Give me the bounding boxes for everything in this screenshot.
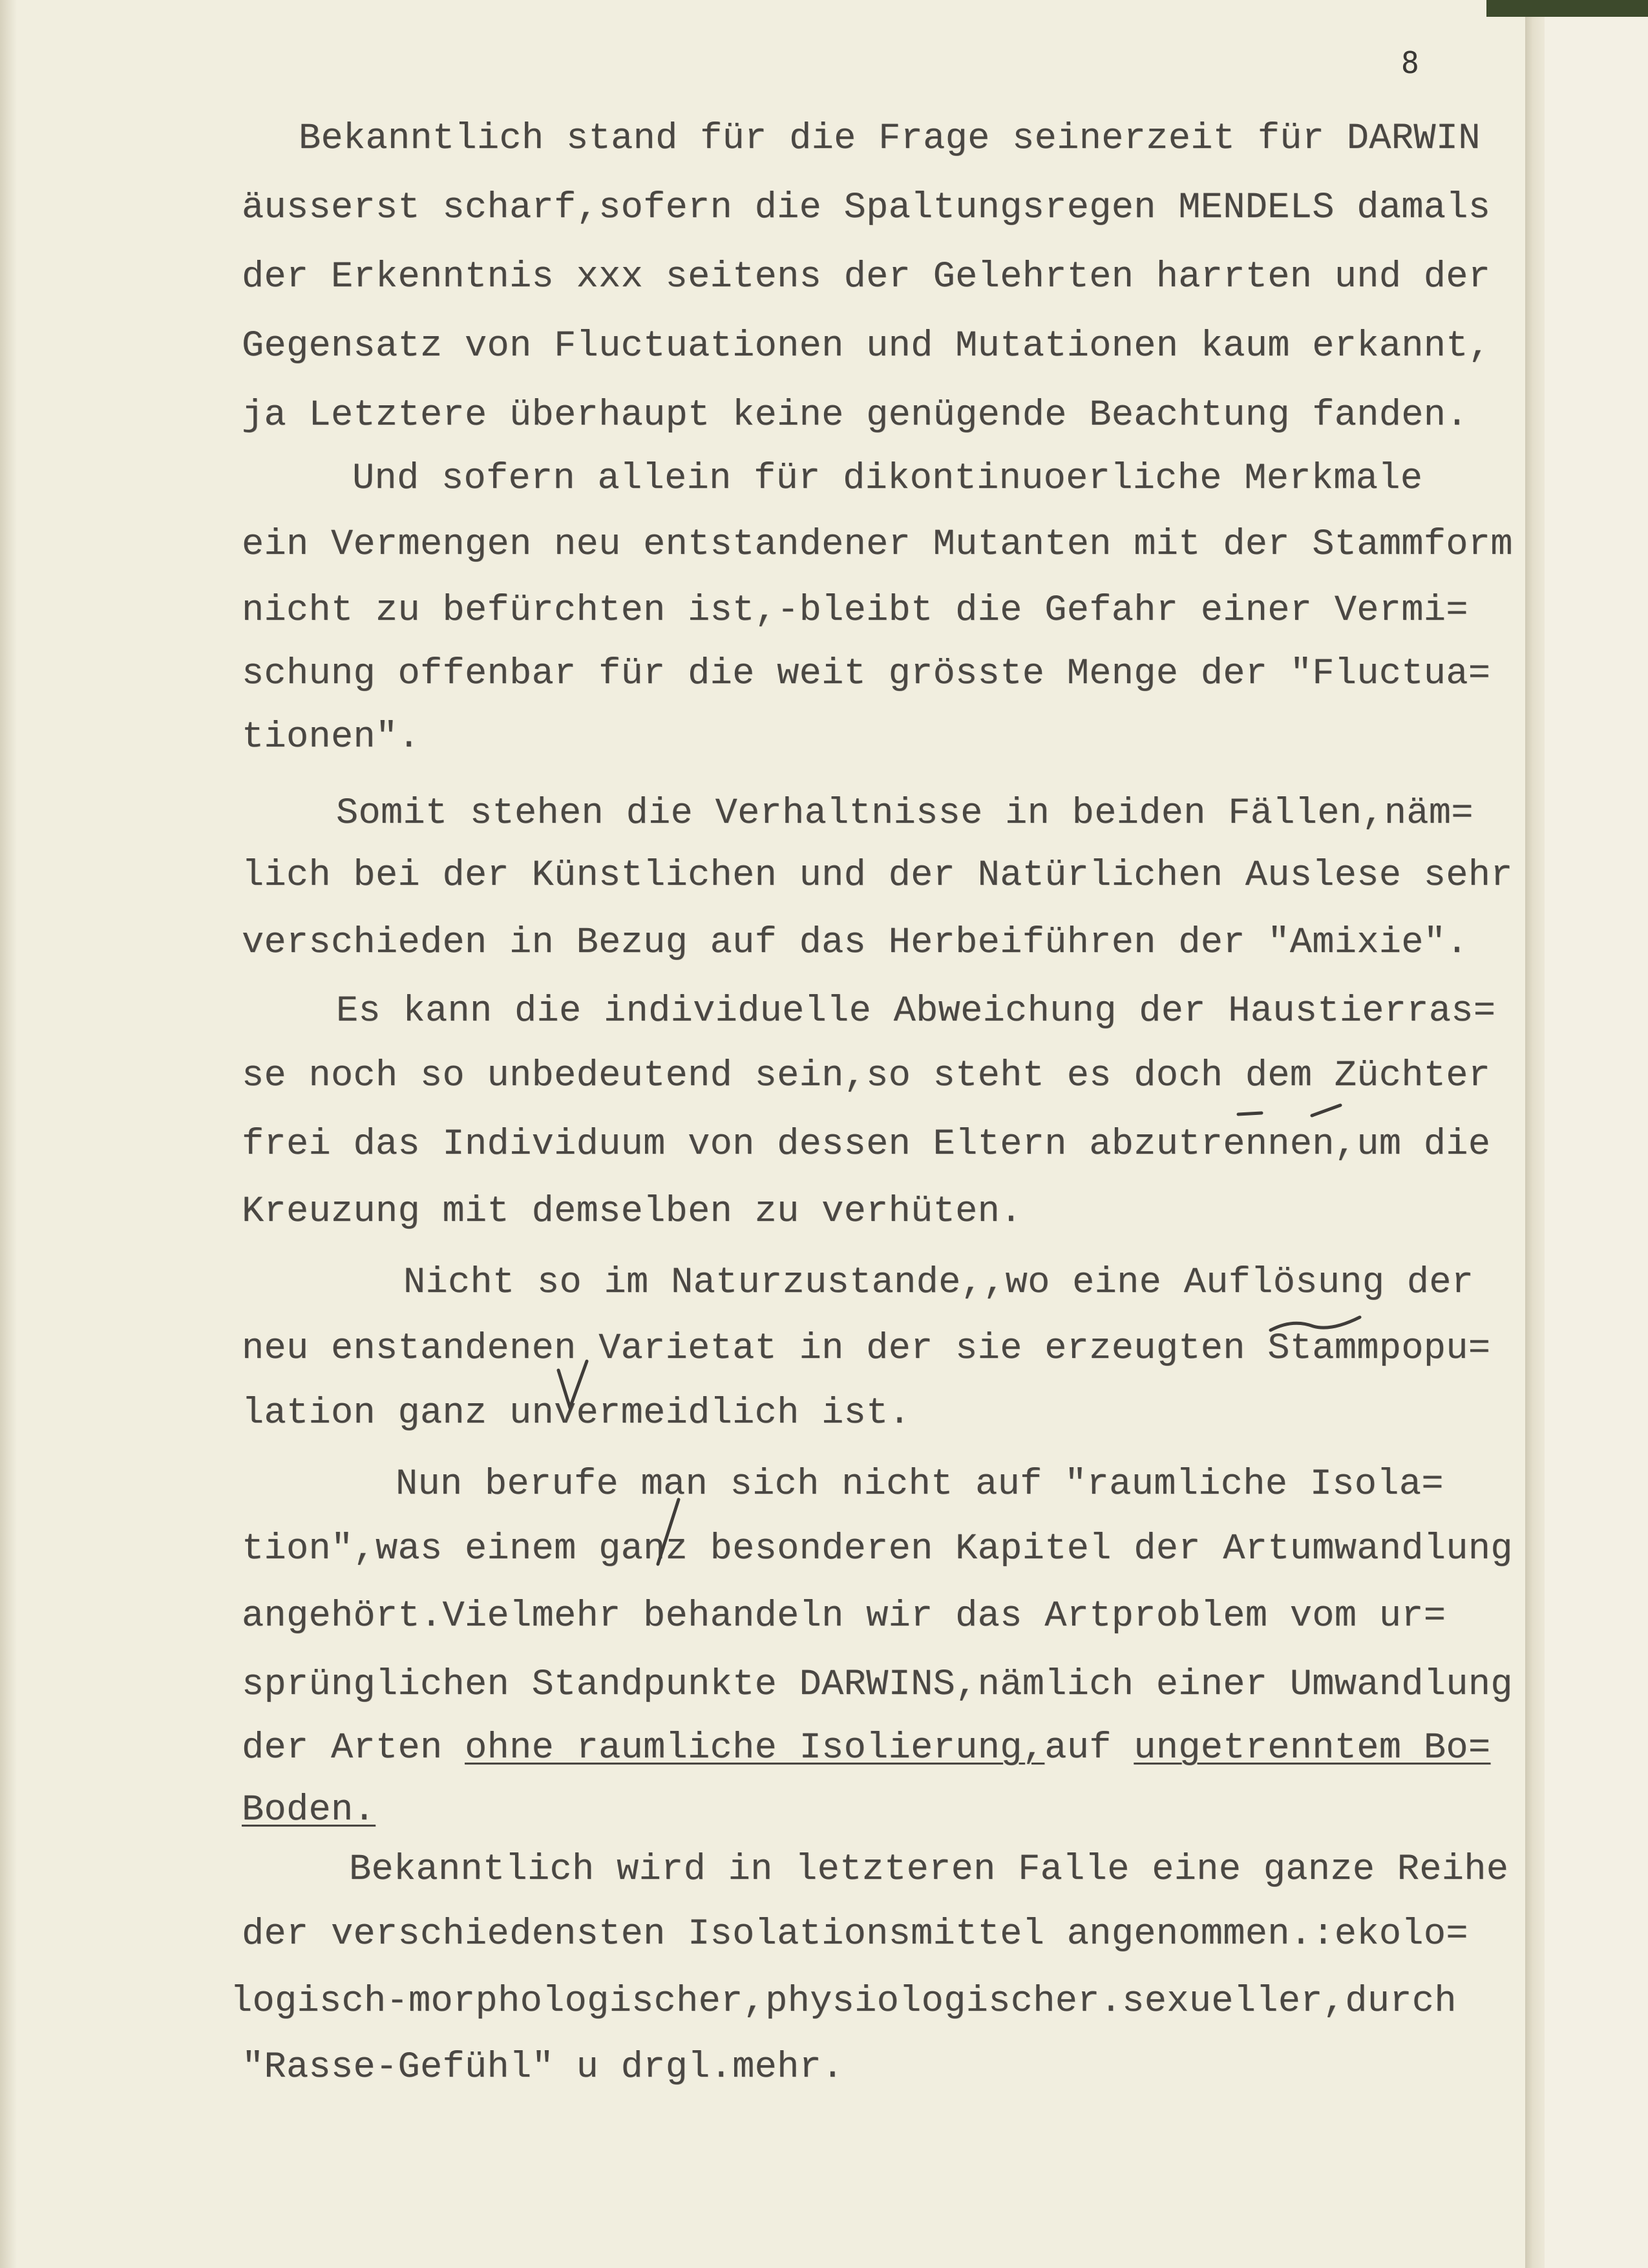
underlined-phrase: ungetrenntem Bo=	[1134, 1728, 1491, 1769]
text-line: sprünglichen Standpunkte DARWINS,nämlich einer Umwandlung	[242, 1664, 1513, 1706]
text-line: Nicht so im Naturzustande,,wo eine Auflösung der	[403, 1262, 1474, 1304]
text-line: Gegensatz von Fluctuationen und Mutationen kaum erkannt,	[242, 326, 1491, 367]
text-line: verschieden in Bezug auf das Herbeiführen der "Amixie".	[242, 922, 1468, 964]
handwritten-correction-mark	[653, 1497, 685, 1568]
page-edge	[1525, 0, 1545, 2268]
text-line: Bekanntlich wird in letzteren Falle eine ganze Reihe	[349, 1849, 1509, 1891]
dark-corner-strip	[1486, 0, 1648, 17]
text-line: "Rasse-Gefühl" u drgl.mehr.	[242, 2047, 844, 2088]
text-line: lation ganz unvermeidlich ist.	[242, 1393, 911, 1434]
underlined-phrase: ohne raumliche Isolierung,	[465, 1728, 1045, 1769]
text-line: ja Letztere überhaupt keine genügende Beachtung fanden.	[242, 395, 1468, 436]
line-text: auf	[1044, 1728, 1134, 1769]
handwritten-correction-mark	[553, 1357, 592, 1415]
text-line: Somit stehen die Verhaltnisse in beiden Fällen,näm=	[336, 793, 1474, 834]
text-line: schung offenbar für die weit grösste Menge der "Fluctua=	[242, 653, 1491, 695]
text-line: neu enstandenen Varietat in der sie erzeugten Stammpopu=	[242, 1328, 1491, 1370]
text-line: der verschiedensten Isolationsmittel angenommen.:ekolo=	[242, 1914, 1468, 1955]
text-line: lich bei der Künstlichen und der Natürlichen Auslese sehr	[242, 855, 1513, 896]
text-line: Bekanntlich stand für die Frage seinerzeit für DARWIN	[299, 118, 1481, 160]
handwritten-correction-mark	[1267, 1312, 1364, 1338]
text-line: äusserst scharf,sofern die Spaltungsregen MENDELS damals	[242, 187, 1491, 229]
text-line: der Erkenntnis xxx seitens der Gelehrten harrten und der	[242, 257, 1491, 298]
handwritten-correction-mark	[1234, 1099, 1344, 1125]
text-line-underlined: Boden.	[242, 1790, 376, 1831]
text-line: frei das Individuum von dessen Eltern abzutrennen,um die	[242, 1124, 1491, 1165]
text-line: Kreuzung mit demselben zu verhüten.	[242, 1191, 1022, 1233]
text-line: nicht zu befürchten ist,-bleibt die Gefahr einer Vermi=	[242, 590, 1468, 631]
text-line: tion",was einem ganz besonderen Kapitel der Artumwandlung	[242, 1529, 1513, 1570]
page-number: 8	[1401, 45, 1419, 80]
page-spine-shadow	[0, 0, 17, 2268]
text-line: se noch so unbedeutend sein,so steht es doch dem Züchter	[242, 1055, 1491, 1097]
text-line: Es kann die individuelle Abweichung der Haustierras=	[336, 991, 1496, 1032]
text-line: angehört.Vielmehr behandeln wir das Artproblem vom ur=	[242, 1596, 1446, 1637]
text-line: tionen".	[242, 717, 421, 758]
text-line-underlined	[242, 1726, 1490, 1771]
text-line: Und sofern allein für dikontinuoerliche Merkmale	[352, 458, 1423, 500]
line-text: der Arten	[242, 1728, 465, 1769]
text-line: ein Vermengen neu entstandener Mutanten mit der Stammform	[242, 524, 1513, 566]
background-margin	[1545, 0, 1648, 2268]
text-line: Nun berufe man sich nicht auf "raumliche Isola=	[396, 1464, 1444, 1505]
text-line: logisch-morphologischer,physiologischer.sexueller,durch	[230, 1981, 1457, 2022]
